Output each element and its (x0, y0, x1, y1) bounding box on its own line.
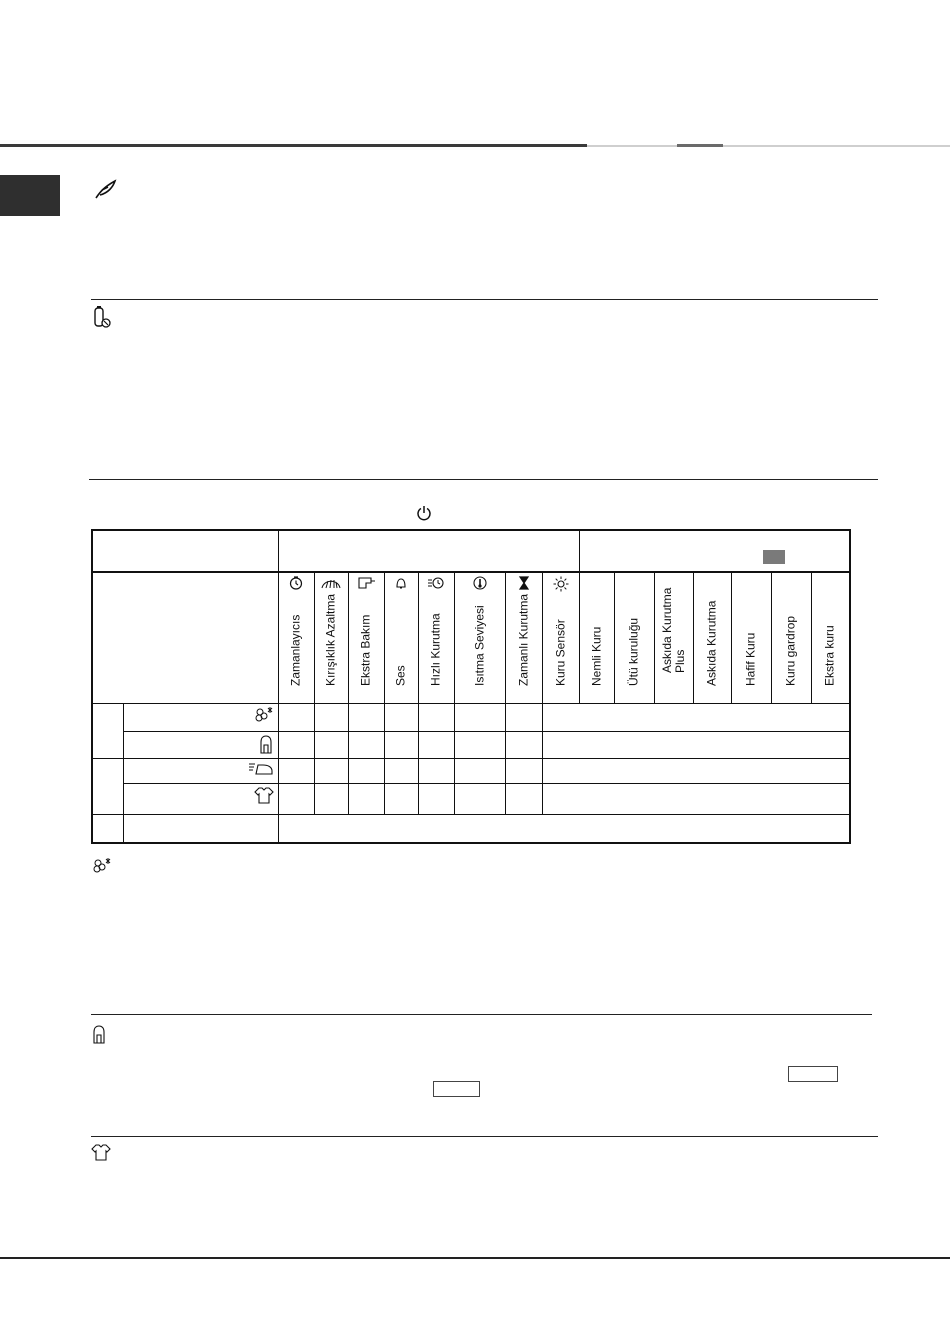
cell (384, 759, 418, 784)
row-label-cell (123, 815, 278, 843)
cell (278, 732, 314, 759)
merged-cell (542, 704, 850, 732)
dryness-group-header (579, 530, 850, 572)
row-label-cell (123, 784, 278, 815)
cell (314, 759, 348, 784)
col-label: Hızlı Kurutma (428, 613, 443, 686)
col-label: Nemli Kuru (589, 626, 603, 686)
cell (384, 704, 418, 732)
cell (314, 704, 348, 732)
row-group (92, 704, 123, 759)
col-extra-care (348, 572, 384, 704)
timer-icon (289, 576, 303, 590)
cell (418, 704, 454, 732)
col-label: Ekstra Bakım (358, 614, 373, 686)
indicator-light (763, 550, 785, 564)
col-label: Ütü kuruluğu (626, 617, 641, 686)
section-divider (91, 299, 878, 300)
shirt-icon (254, 786, 274, 804)
options-table (91, 529, 851, 844)
col-label: Kuru gardrop (783, 615, 798, 686)
cell (454, 732, 505, 759)
col-label: Ses (393, 665, 408, 686)
cell (384, 784, 418, 815)
col-label: Kırışıklık Azaltma (323, 593, 338, 686)
shirt-icon (91, 1143, 111, 1161)
cell (314, 732, 348, 759)
col-label: Hafif Kuru (743, 632, 758, 686)
options-group-header (278, 530, 579, 572)
col-label: Zamanlı Kurutma (516, 593, 530, 686)
col-timer (278, 572, 314, 704)
cell (454, 704, 505, 732)
row-label-cell (123, 732, 278, 759)
cell (348, 759, 384, 784)
col-fast-dry (418, 572, 454, 704)
sun-icon (553, 576, 569, 592)
display-box (433, 1081, 480, 1097)
fast-dry-icon (427, 576, 445, 590)
col-sound (384, 572, 418, 704)
merged-cell (542, 784, 850, 815)
row-group (92, 759, 123, 815)
cell (384, 732, 418, 759)
col-light-dry (731, 572, 771, 704)
thermometer-icon (473, 576, 487, 590)
header-rule-dark (0, 144, 587, 147)
header-rule-mid (677, 144, 723, 147)
col-label: Ekstra kuru (822, 625, 837, 686)
col-damp-dry (579, 572, 614, 704)
feather-icon (94, 178, 118, 200)
cell (505, 704, 542, 732)
extra-care-icon (356, 576, 376, 590)
cell (348, 732, 384, 759)
cell (348, 784, 384, 815)
header-rule-light-right (723, 145, 950, 147)
section-divider (91, 1136, 878, 1137)
cell (454, 784, 505, 815)
cell (505, 732, 542, 759)
cell (278, 784, 314, 815)
header-blank (92, 530, 278, 572)
wool-icon (91, 857, 113, 875)
cell (278, 759, 314, 784)
bell-icon (394, 576, 408, 590)
col-label: Askıda Kurutma (704, 600, 719, 686)
wool-icon (254, 706, 274, 724)
cell (278, 704, 314, 732)
row-label-cell (123, 704, 278, 732)
col-timed-dry (505, 572, 542, 704)
col-heat-level (454, 572, 505, 704)
col-label: Isıtma Seviyesi (472, 605, 486, 686)
merged-cell (278, 815, 850, 843)
hourglass-icon (518, 576, 530, 590)
col-hanger (693, 572, 731, 704)
col-hanger-plus (654, 572, 693, 704)
col-wardrobe-dry (771, 572, 811, 704)
cell (348, 704, 384, 732)
iron-icon (248, 761, 274, 777)
cell (505, 784, 542, 815)
delicate-icon (91, 1024, 107, 1044)
child-lock-icon (91, 305, 113, 329)
display-box (788, 1066, 838, 1082)
col-label: Askıda Kurutma Plus (659, 587, 687, 673)
col-label: Zamanlayıcıs (288, 614, 303, 686)
col-iron-dry (614, 572, 654, 704)
col-dry-sensor (542, 572, 579, 704)
cell (418, 732, 454, 759)
language-tab (0, 175, 60, 216)
col-extra-dry (811, 572, 850, 704)
cell (418, 759, 454, 784)
merged-cell (542, 759, 850, 784)
cell (454, 759, 505, 784)
cell (505, 759, 542, 784)
delicate-icon (258, 734, 274, 754)
col-crease (314, 572, 348, 704)
row-label-cell (123, 759, 278, 784)
section-divider (91, 1014, 872, 1015)
col-label: Kuru Sensör (553, 619, 567, 686)
merged-cell (542, 732, 850, 759)
header-rule-light (587, 145, 677, 147)
header-blank (92, 572, 278, 704)
section-divider (89, 479, 878, 480)
power-icon (416, 505, 432, 521)
cell (314, 784, 348, 815)
footer-rule (0, 1257, 950, 1259)
cell (418, 784, 454, 815)
row-group (92, 815, 123, 843)
